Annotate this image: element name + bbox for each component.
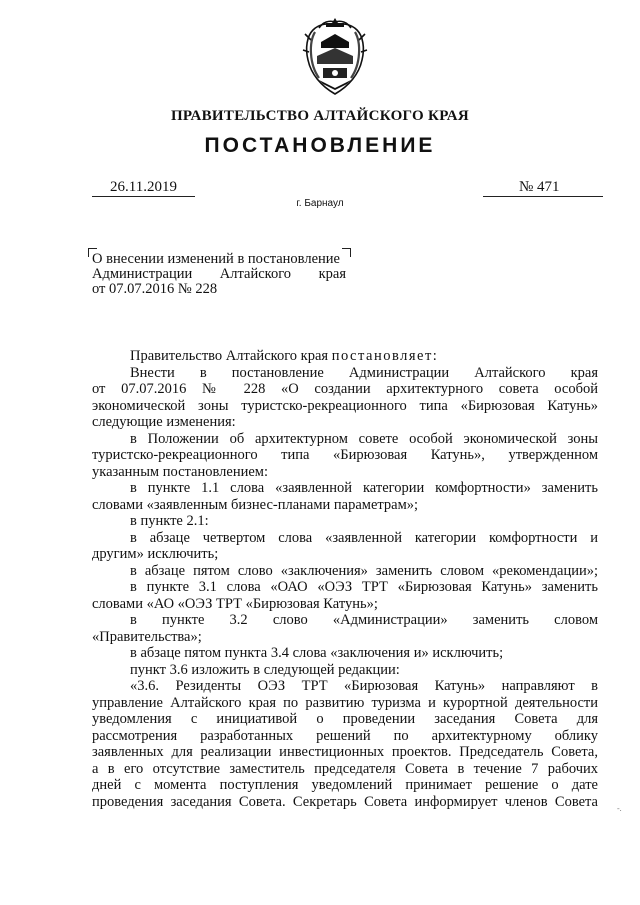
body-line: в пункте 1.1 слова «заявленной категории комфортности» заменить <box>130 480 598 496</box>
body-line: туристско-рекреационного типа «Бирюзовая Катунь», утвержденном <box>92 447 598 463</box>
body-line: в пункте 3.1 слова «ОАО «ОЭЗ ТРТ «Бирюзовая Катунь» заменить <box>130 579 598 595</box>
body-line: пункт 3.6 изложить в следующей редакции: <box>130 661 400 678</box>
body-line: Внести в постановление Администрации Алтайского края <box>130 364 598 381</box>
coat-of-arms-emblem <box>299 18 371 100</box>
document-body <box>92 348 598 810</box>
body-line: дней с момента поступления уведомлений принимает решение о дате <box>92 777 598 793</box>
body-line: словами «АО «ОЭЗ ТРТ «Бирюзовая Катунь»; <box>92 595 378 612</box>
body-line: управление Алтайского края по развитию туризма и курортной деятельности <box>92 694 598 711</box>
body-line: проведения заседания Совета. Секретарь Совета информирует членов Совета <box>92 793 598 810</box>
subject-line: О внесении изменений в постановление <box>92 251 340 267</box>
intro-text: Правительство Алтайского края <box>130 348 332 364</box>
body-line: в пункте 3.2 слово «Администрации» заменить словом <box>130 612 598 628</box>
intro-decree-word: постановляет: <box>331 348 439 364</box>
body-line: указанным постановлением: <box>92 463 268 480</box>
body-line: заявленных для реализации инвестиционных проектов. Председатель Совета, <box>92 744 598 760</box>
body-line: в Положении об архитектурном совете особой экономической зоны <box>130 430 598 447</box>
body-intro <box>92 348 598 365</box>
document-type: ПОСТАНОВЛЕНИЕ <box>204 134 436 157</box>
body-line: в пункте 2.1: <box>130 513 209 529</box>
body-line: от 07.07.2016 № 228 «О создании архитектурного совета особой <box>92 381 598 397</box>
body-line: рассмотрения разработанных решений по архитектурному облику <box>92 727 598 744</box>
body-line: «3.6. Резиденты ОЭЗ ТРТ «Бирюзовая Катунь» направляют в <box>130 678 598 694</box>
body-line: в абзаце четвертом слова «заявленной категории комфортности и <box>130 529 598 546</box>
government-name: ПРАВИТЕЛЬСТВО АЛТАЙСКОГО КРАЯ <box>170 108 470 124</box>
body-line: следующие изменения: <box>92 414 236 430</box>
body-line: уведомления с инициативой о проведении заседания Совета для <box>92 711 598 727</box>
subject-block <box>92 252 346 297</box>
subject-line: от 07.07.2016 № 228 <box>92 281 218 297</box>
subject-line: Администрации Алтайского края <box>92 266 346 282</box>
body-line: другим» исключить; <box>92 546 219 562</box>
document-date: 26.11.2019 <box>92 179 195 197</box>
margin-mark: -. <box>617 804 622 813</box>
body-line: в абзаце пятом пункта 3.4 слова «заключения и» исключить; <box>130 645 504 661</box>
city-name: г. Барнаул <box>296 198 344 209</box>
body-line: словами «заявленным бизнес-планами параметрам»; <box>92 496 419 513</box>
body-line: экономической зоны туристско-рекреационного типа «Бирюзовая Катунь» <box>92 397 598 414</box>
document-number: № 471 <box>483 179 603 197</box>
body-line: «Правительства»; <box>92 628 202 645</box>
body-line: в абзаце пятом слово «заключения» заменить словом «рекомендации»; <box>130 562 598 579</box>
body-line: а в его отсутствие заместитель председателя Совета в течение 7 рабочих <box>92 760 598 777</box>
